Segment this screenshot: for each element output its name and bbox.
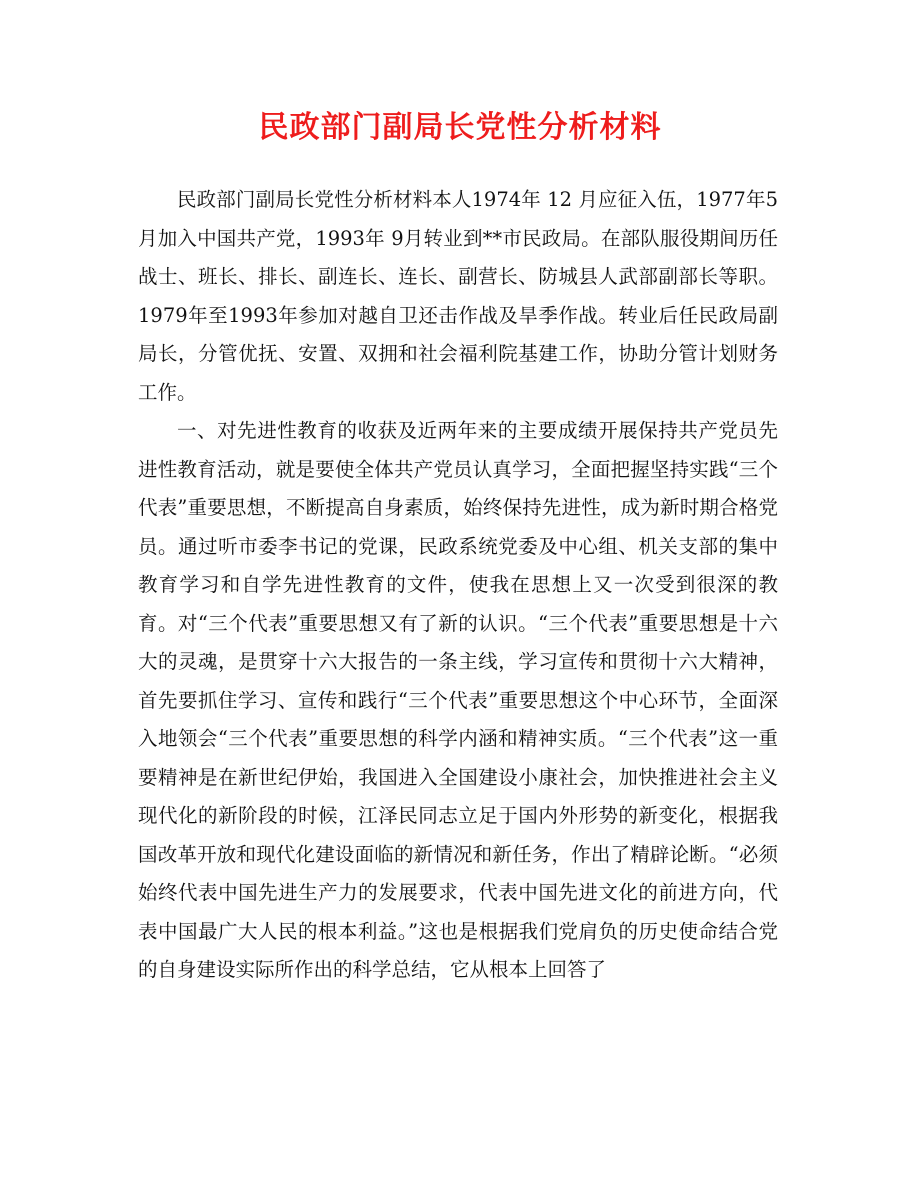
paragraph-intro: 民政部门副局长党性分析材料本人1974年 12 月应征入伍，1977年5 月加入中国共产党，1993年 9月转业到**市民政局。在部队服役期间历任战士、班长、排长、副连长、连长、副营长、防城县人武部副部长等职。1979年至1993年参加对越自卫还击作战及旱季作战。转业后任民政局副局长，分管优抚、安置、双拥和社会福利院基建工作，协助分管计划财务工作。: [138, 188, 778, 404]
paragraph-section-one: 一、对先进性教育的收获及近两年来的主要成绩开展保持共产党员先进性教育活动，就是要使全体共产党员认真学习，全面把握坚持实践“三个代表”重要思想，不断提高自身素质，始终保持先进性，成为新时期合格党员。通过听市委李书记的党课，民政系统党委及中心组、机关支部的集中教育学习和自学先进性教育的文件，使我在思想上又一次受到很深的教育。对“三个代表”重要思想又有了新的认识。“三个代表”重要思想是十六大的灵魂，是贯穿十六大报告的一条主线，学习宣传和贯彻十六大精神，首先要抓住学习、宣传和践行“三个代表”重要思想这个中心环节，全面深入地领会“三个代表”重要思想的科学内涵和精神实质。“三个代表”这一重要精神是在新世纪伊始，我国进入全国建设小康社会，加快推进社会主义现代化的新阶段的时候，江泽民同志立足于国内外形势的新变化，根据我国改革开放和现代化建设面临的新情况和新任务，作出了精辟论断。“必须始终代表中国先进生产力的发展要求，代表中国先进文化的前进方向，代表中国最广大人民的根本利益。”这也是根据我们党肩负的历史使命结合党的自身建设实际所作出的科学总结，它从根本上回答了: [138, 419, 778, 981]
document-body: [138, 181, 778, 990]
document-title: 民政部门副局长党性分析材料: [258, 110, 662, 145]
